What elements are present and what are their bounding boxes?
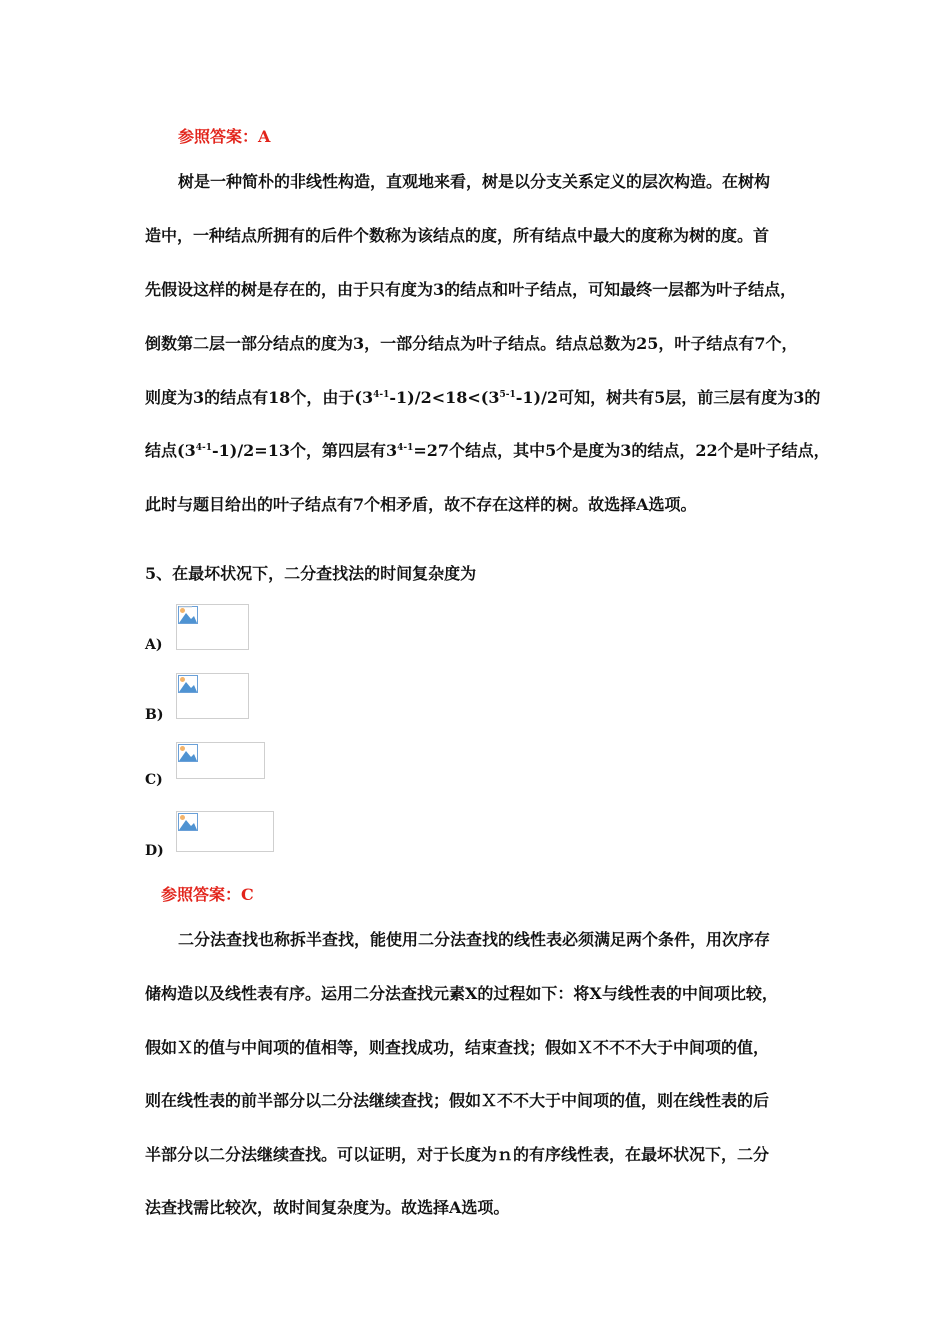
question-5-text: 5、在最坏状况下，二分查找法的时间复杂度为 [145,564,477,583]
line6-part-a: 结点(3 [145,441,196,460]
option-b-image [176,673,249,719]
explanation-line-1: 树是一种简朴的非线性构造，直观地来看，树是以分支关系定义的层次构造。在树构 [178,172,771,191]
explanation2-line-4: 则在线性表的前半部分以二分法继续查找；假如Ｘ不不大于中间项的值，则在线性表的后 [145,1091,770,1110]
explanation-line-2: 造中，一种结点所拥有的后件个数称为该结点的度，所有结点中最大的度称为树的度。首 [145,226,770,245]
option-d-label: D) [145,843,164,859]
line6-sup-2: 4-1 [397,443,414,453]
option-a-label: A) [145,637,163,653]
option-c-label: C) [145,772,163,788]
explanation2-line-6: 法查找需比较次，故时间复杂度为。故选择A选项。 [145,1198,510,1217]
line6-part-b: -1)/2=13个，第四层有3 [211,441,398,460]
explanation2-line-2: 储构造以及线性表有序。运用二分法查找元素X的过程如下：将X与线性表的中间项比较， [145,984,778,1003]
broken-image-icon [178,744,198,762]
line6-part-c: =27个结点，其中5个是度为3的结点，22个是叶子结点， [413,441,830,460]
explanation-line-6 [145,441,830,461]
explanation-line-7: 此时与题目给出的叶子结点有7个相矛盾，故不存在这样的树。故选择A选项。 [145,495,697,514]
option-d-image [176,811,274,852]
line5-part-b: -1)/2<18<(3 [389,388,500,407]
option-b-label: B) [145,707,164,723]
answer-label-1: 参照答案：A [178,127,271,146]
explanation-line-5 [145,388,820,408]
line6-sup-1: 4-1 [195,443,212,453]
option-a-image [176,604,249,650]
line5-part-c: -1)/2可知，树共有5层，前三层有度为3的 [515,388,821,407]
explanation-line-3: 先假设这样的树是存在的，由于只有度为3的结点和叶子结点，可知最终一层都为叶子结点， [145,280,797,299]
explanation2-line-3: 假如Ｘ的值与中间项的值相等，则查找成功，结束查找；假如Ｘ不不不大于中间项的值， [145,1038,770,1057]
broken-image-icon [178,606,198,624]
explanation2-line-1: 二分法查找也称拆半查找，能使用二分法查找的线性表必须满足两个条件，用次序存 [178,930,771,949]
line5-sup-1: 4-1 [373,390,390,400]
line5-sup-2: 5-1 [499,390,516,400]
line5-part-a: 则度为3的结点有18个，由于(3 [145,388,374,407]
broken-image-icon [178,813,198,831]
broken-image-icon [178,675,198,693]
option-c-image [176,742,265,779]
explanation2-line-5: 半部分以二分法继续查找。可以证明，对于长度为ｎ的有序线性表，在最坏状况下，二分 [145,1145,770,1164]
explanation-line-4: 倒数第二层一部分结点的度为3，一部分结点为叶子结点。结点总数为25，叶子结点有7个， [145,334,798,353]
answer-label-2: 参照答案：C [161,885,254,904]
